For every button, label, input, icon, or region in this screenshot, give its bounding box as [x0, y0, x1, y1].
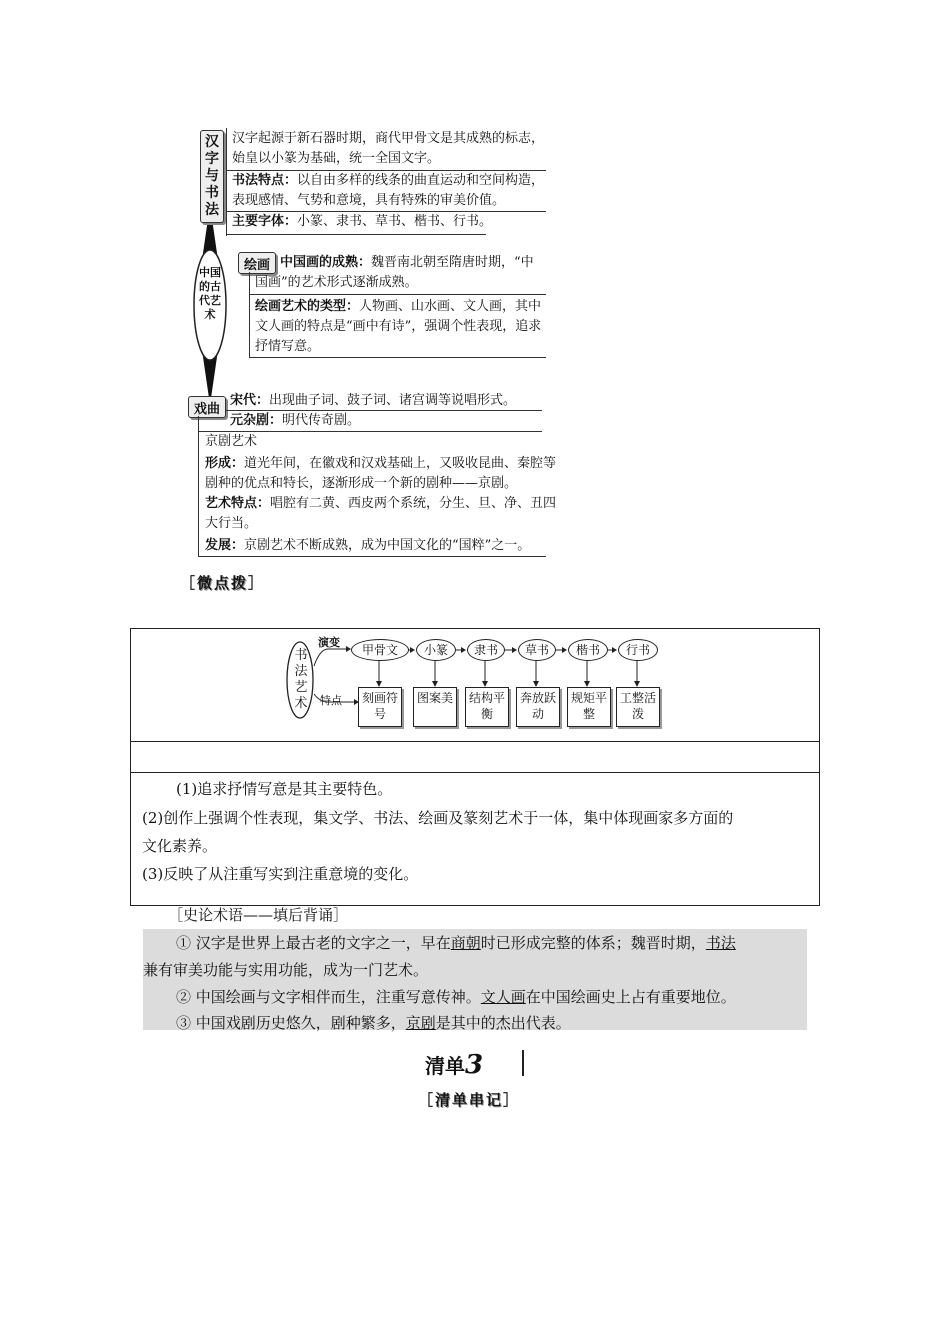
note-1: (1)追求抒情写意是其主要特色。	[176, 780, 393, 798]
term-1: ① 汉字是世界上最古老的文字之一，早在商朝时已形成完整的体系；魏晋时期，书法	[176, 934, 736, 952]
flow-feature-box: 规矩平整	[567, 687, 611, 727]
section3-subheading: ［清单串记］	[418, 1091, 521, 1109]
tip-heading: ［微点拨］	[180, 574, 266, 592]
opera-song: 宋代：出现曲子词、鼓子词、诸宫调等说唱形式。	[230, 393, 517, 408]
flow-feature-label: 特点	[320, 694, 342, 707]
opera-art-2: 大行当。	[205, 516, 258, 531]
flow-feature-box: 图案美	[413, 687, 457, 727]
painting-types-3: 抒情写意。	[255, 339, 321, 354]
opera-tag: 戏曲	[188, 396, 226, 418]
flow-script-node: 行书	[618, 639, 658, 661]
flow-root-label: 书法艺术	[294, 648, 308, 711]
calligraphy-feature-1: 书法特点：以自由多样的线条的曲直运动和空间构造，	[232, 173, 545, 188]
flow-script-node: 楷书	[568, 639, 608, 661]
flow-feature-box: 结构平衡	[465, 687, 509, 727]
term-2: ② 中国绘画与文字相伴而生，注重写意传神。文人画在中国绘画史上占有重要地位。	[176, 988, 736, 1006]
painting-tag: 绘画	[238, 252, 276, 274]
flow-script-node: 隶书	[467, 639, 505, 661]
section3-bar	[522, 1050, 524, 1076]
section3-title: 清单3	[425, 1050, 484, 1080]
painting-types-1: 绘画艺术的类型：人物画、山水画、文人画，其中	[255, 299, 542, 314]
opera-jingju-title: 京剧艺术	[205, 434, 258, 449]
calligraphy-line-1: 汉字起源于新石器时期，商代甲骨文是其成熟的标志，	[232, 131, 545, 146]
note-3: (3)反映了从注重写实到注重意境的变化。	[142, 865, 419, 883]
term-1-cont: 兼有审美功能与实用功能，成为一门艺术。	[143, 961, 429, 979]
opera-art-1: 艺术特点：唱腔有二黄、西皮两个系统，分生、旦、净、丑四	[205, 496, 557, 511]
flow-feature-box: 奔放跃动	[516, 687, 560, 727]
opera-dev: 发展：京剧艺术不断成熟，成为中国文化的“国粹”之一。	[205, 538, 531, 553]
painting-mature-2: 国画”的艺术形式逐渐成熟。	[255, 275, 418, 290]
opera-form-2: 剧种的优点和特长，逐渐形成一个新的剧种——京剧。	[205, 476, 518, 491]
flow-script-node: 草书	[518, 639, 556, 661]
note-2: (2)创作上强调个性表现，集文学、书法、绘画及篆刻艺术于一体，集中体现画家多方面的	[142, 809, 734, 827]
flow-feature-box: 刻画符号	[358, 687, 402, 727]
calligraphy-fonts: 主要字体：小篆、隶书、草书、楷书、行书。	[232, 214, 493, 229]
flow-evolve-label: 演变	[318, 636, 340, 649]
opera-form-1: 形成：道光年间，在徽戏和汉戏基础上，又吸收昆曲、秦腔等	[205, 456, 557, 471]
opera-yuan: 元杂剧：明代传奇剧。	[230, 413, 361, 428]
flow-feature-box: 工整活泼	[616, 687, 660, 727]
painting-mature-1: 中国画的成熟：魏晋南北朝至隋唐时期，“中	[280, 255, 534, 270]
calligraphy-tag: 汉字与书法	[200, 130, 224, 223]
term-3: ③ 中国戏剧历史悠久，剧种繁多，京剧是其中的杰出代表。	[176, 1014, 571, 1032]
flow-script-node: 小篆	[416, 639, 456, 661]
calligraphy-feature-2: 表现感情、气势和意境，具有特殊的审美价值。	[232, 193, 506, 208]
calligraphy-line-2: 始皇以小篆为基础，统一全国文字。	[232, 151, 441, 166]
flow-script-node: 甲骨文	[351, 639, 409, 661]
mindmap-root-label: 中国的古代艺术	[199, 266, 221, 321]
painting-types-2: 文人画的特点是“画中有诗”，强调个性表现，追求	[255, 319, 542, 334]
terms-heading: ［史论术语——填后背诵］	[168, 906, 349, 924]
note-2-cont: 文化素养。	[142, 837, 218, 855]
